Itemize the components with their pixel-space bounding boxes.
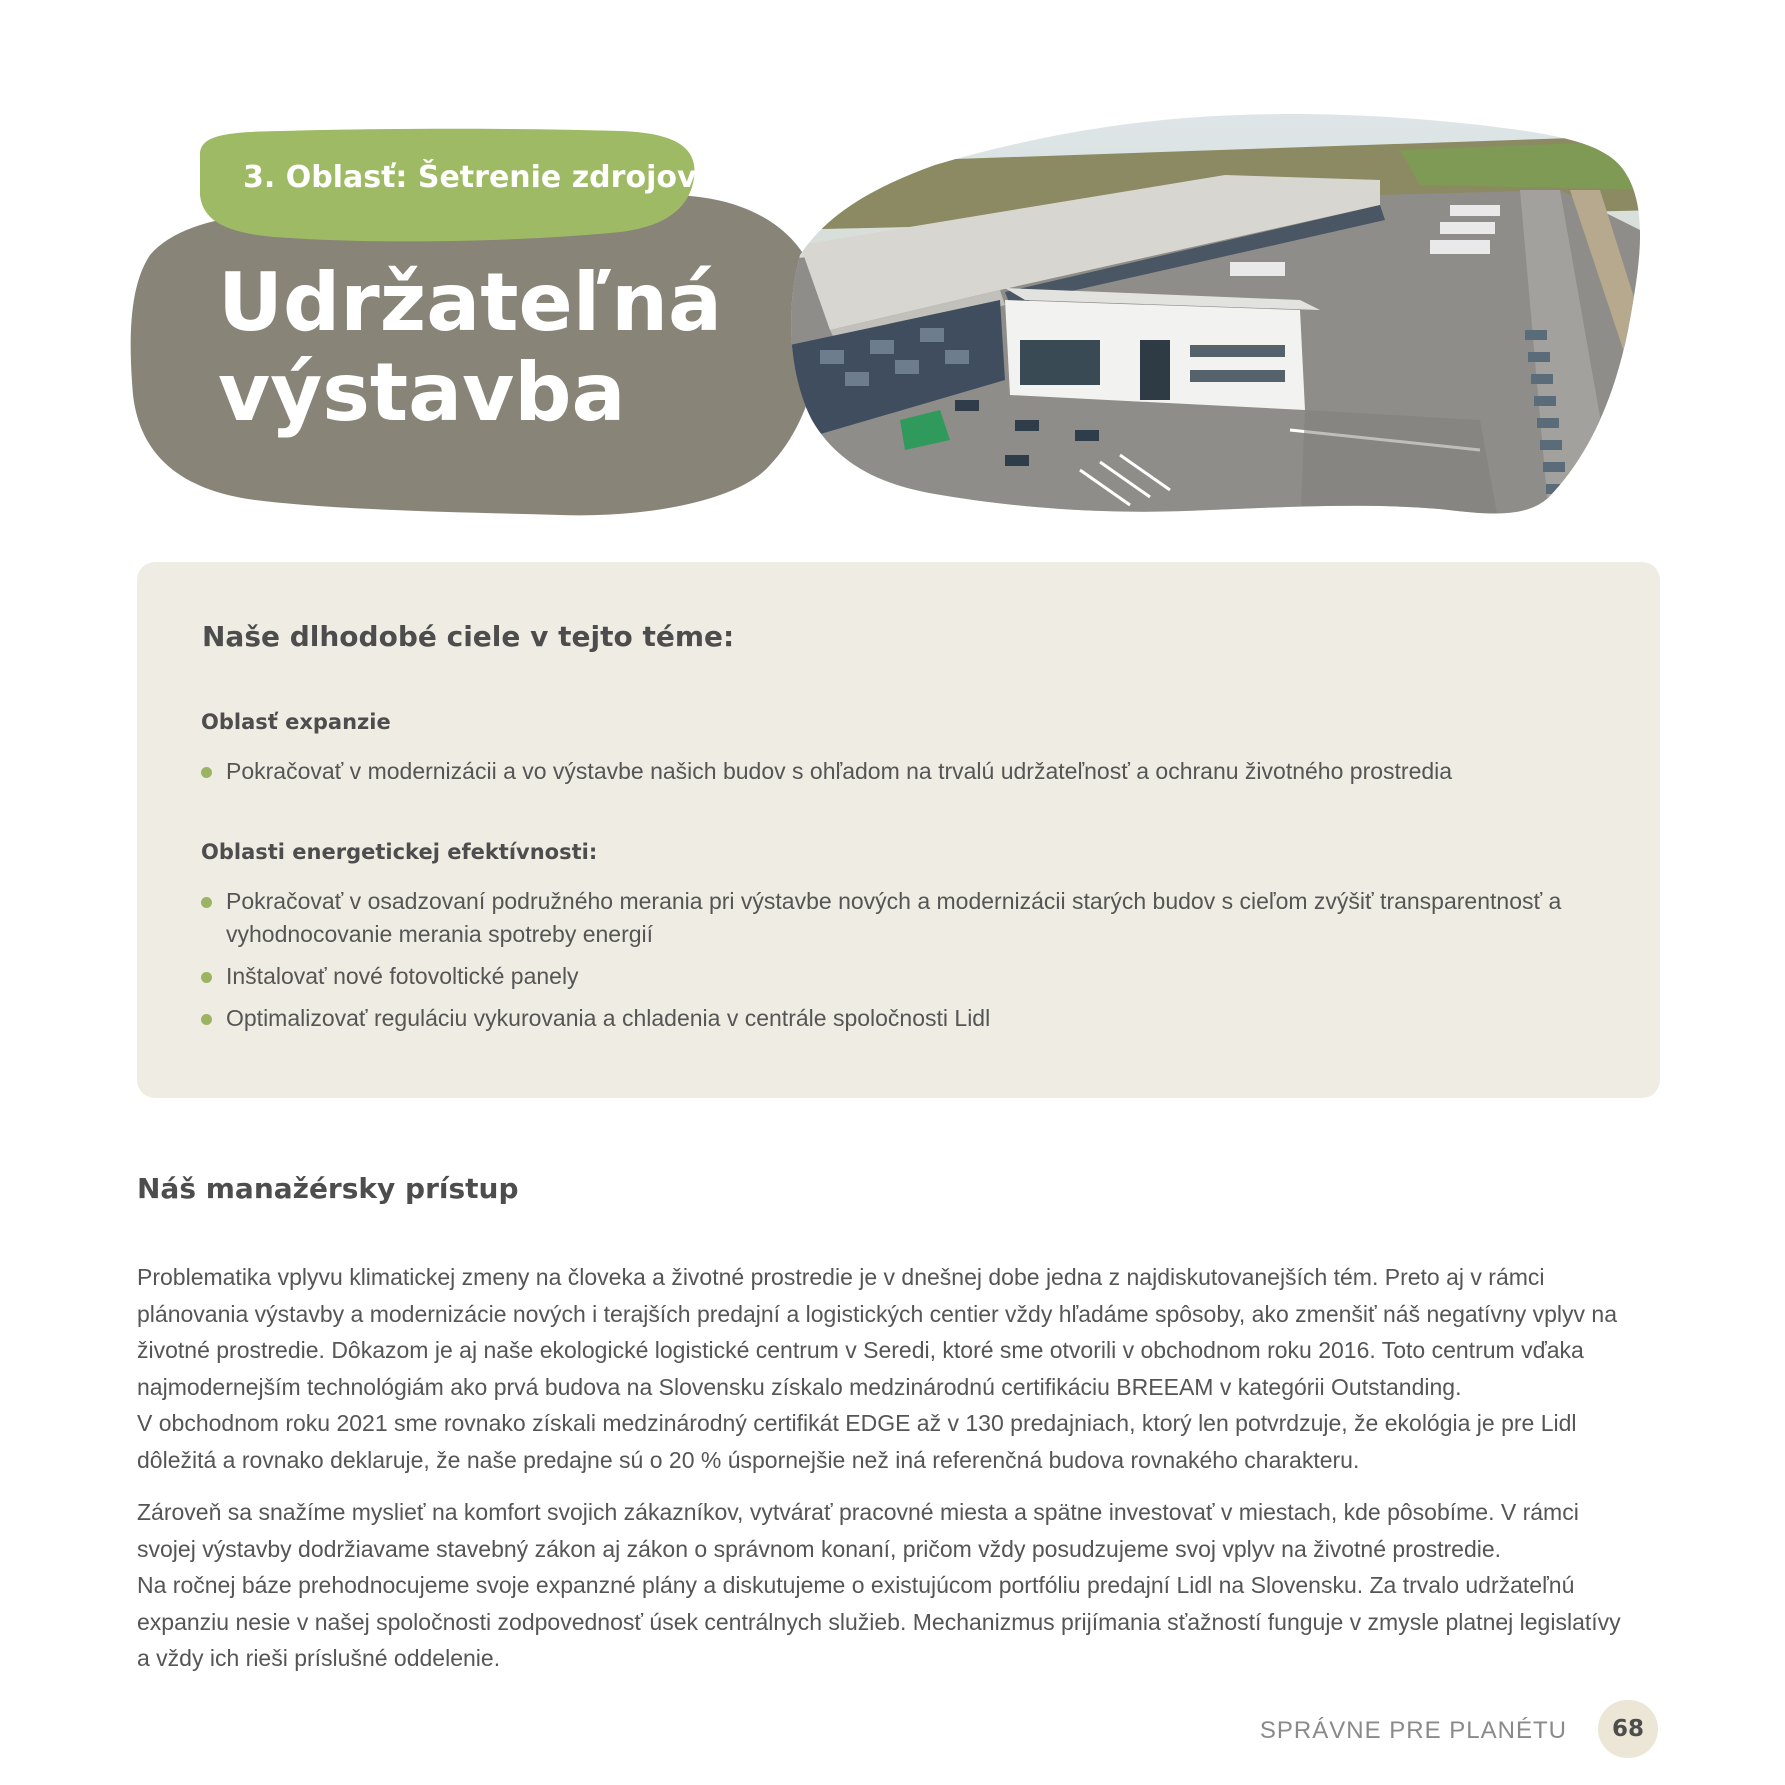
- goals-heading: Naše dlhodobé ciele v tejto téme:: [202, 620, 735, 653]
- bullet-icon: [201, 767, 212, 778]
- list-item: Pokračovať v osadzovaní podružného merania pri výstavbe nových a modernizácii starých budov s cieľom zvýšiť transparentnosť a vyhodnocovanie merania spotreby energií: [201, 885, 1601, 951]
- page-number-badge: 68: [1598, 1700, 1658, 1758]
- bullet-icon: [201, 897, 212, 908]
- hero-header: [0, 0, 1785, 560]
- goals-group-expansion-title: Oblasť expanzie: [201, 710, 391, 734]
- page-title: [218, 258, 722, 438]
- management-approach-title: Náš manažérsky prístup: [137, 1172, 519, 1205]
- list-item: Inštalovať nové fotovoltické panely: [201, 960, 1601, 993]
- page-title-line2: výstavba: [218, 346, 626, 439]
- bullet-icon: [201, 1014, 212, 1025]
- goals-group-expansion-list: [201, 755, 1601, 797]
- approach-paragraph-2: Zároveň sa snažíme myslieť na komfort svojich zákazníkov, vytvárať pracovné miesta a spätne investovať v miestach, kde pôsobíme. V rámci svojej výstavby dodržiavame stavebný zákon aj zákon o správnom konaní, pričom vždy posudzujeme svoj vplyv na životné prostredie. Na ročnej báze prehodnocujeme svoje expanzné plány a diskutujeme o existujúcom portfóliu predajní Lidl na Slovensku. Za trvalo udržateľnú expanziu nesie v našej spoločnosti zodpovednosť úsek centrálnych služieb. Mechanizmus prijímania sťažností funguje v zmysle platnej legislatívy a vždy ich rieši príslušné oddelenie.: [137, 1499, 1621, 1672]
- logistics-center-aerial-photo: [780, 100, 1660, 530]
- goals-group-energy-title: Oblasti energetickej efektívnosti:: [201, 840, 598, 864]
- page-title-line1: Udržateľná: [218, 256, 723, 349]
- approach-paragraph-1: Problematika vplyvu klimatickej zmeny na človeka a životné prostredie je v dnešnej dobe jedna z najdiskutovanejších tém. Preto aj v rámci plánovania výstavby a modernizácie nových i terajších predajní a logistických centier vždy hľadáme spôsoby, ako zmenšiť náš negatívny vplyv na životné prostredie. Dôkazom je aj naše ekologické logistické centrum v Seredi, ktoré sme otvorili v obchodnom roku 2016. Toto centrum vďaka najmodernejším technológiám ako prvá budova na Slovensku získalo medzinárodnú certifikáciu BREEAM v kategórii Outstanding. V obchodnom roku 2021 sme rovnako získali medzinárodný certifikát EDGE až v 130 predajniach, ktorý len potvrdzuje, že ekológia je pre Lidl dôležitá a rovnako deklaruje, že naše predajne sú o 20 % úspornejšie než iná referenčná budova rovnakého charakteru.: [137, 1264, 1617, 1473]
- bullet-icon: [201, 972, 212, 983]
- long-term-goals-box: [137, 562, 1660, 1098]
- goals-group-energy-list: [201, 885, 1601, 1044]
- list-item: Pokračovať v modernizácii a vo výstavbe našich budov s ohľadom na trvalú udržateľnosť a ochranu životného prostredia: [201, 755, 1601, 788]
- footer-section-label: SPRÁVNE PRE PLANÉTU: [1259, 1717, 1567, 1744]
- list-item: Optimalizovať reguláciu vykurovania a chladenia v centrále spoločnosti Lidl: [201, 1002, 1601, 1035]
- area-label: 3. Oblasť: Šetrenie zdrojov: [243, 160, 697, 195]
